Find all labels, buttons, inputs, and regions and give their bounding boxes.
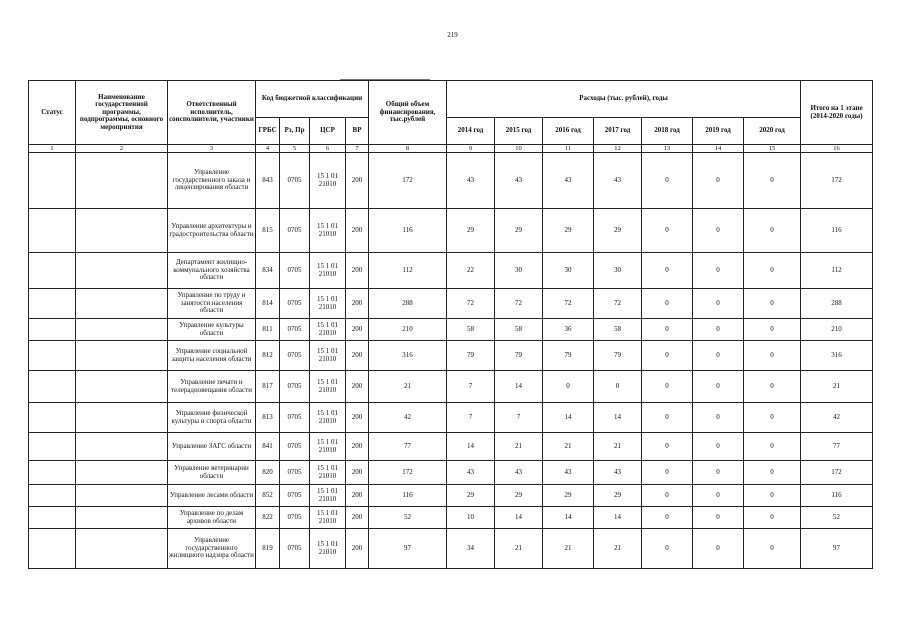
header-total-financing: Общий объем финансирования, тыс.рублей [369, 81, 447, 145]
csr-cell: 15 1 01 21010 [310, 507, 346, 529]
csr-cell: 15 1 01 21010 [310, 253, 346, 289]
executor-cell: Управление физической культуры и спорта области [168, 403, 256, 433]
csr-cell: 15 1 01 21010 [310, 289, 346, 319]
stage-total-cell: 172 [801, 461, 873, 485]
year-2014-cell: 34 [447, 529, 495, 569]
rzpr-cell: 0705 [280, 209, 310, 253]
executor-cell: Управление государственного жилищного надзора области [168, 529, 256, 569]
year-2017-cell: 14 [594, 507, 642, 529]
year-2018-cell: 0 [642, 403, 693, 433]
header-total-stage: Итого на 1 этапе (2014-2020 годы) [801, 81, 873, 145]
year-2018-cell: 0 [642, 289, 693, 319]
year-2014-cell: 43 [447, 461, 495, 485]
year-2016-cell: 79 [543, 341, 594, 371]
executor-cell: Департамент жилищно-коммунального хозяйства области [168, 253, 256, 289]
vr-cell: 200 [346, 507, 369, 529]
vr-cell: 200 [346, 253, 369, 289]
executor-cell: Управление культуры области [168, 319, 256, 341]
column-number: 11 [543, 145, 594, 153]
status-cell [29, 153, 76, 209]
status-cell [29, 371, 76, 403]
total-cell: 316 [369, 341, 447, 371]
table-row [29, 507, 873, 529]
csr-cell: 15 1 01 21010 [310, 433, 346, 461]
year-2016-cell: 14 [543, 507, 594, 529]
total-cell: 77 [369, 433, 447, 461]
stage-total-cell: 42 [801, 403, 873, 433]
header-grbs: ГРБС [256, 118, 280, 145]
table-row [29, 529, 873, 569]
total-cell: 42 [369, 403, 447, 433]
program-cell [76, 461, 168, 485]
executor-cell: Управление ЗАГС области [168, 433, 256, 461]
year-2015-cell: 43 [495, 461, 543, 485]
status-cell [29, 485, 76, 507]
year-2019-cell: 0 [693, 341, 744, 371]
table-row [29, 153, 873, 209]
stage-total-cell: 52 [801, 507, 873, 529]
rzpr-cell: 0705 [280, 433, 310, 461]
status-cell [29, 289, 76, 319]
year-2018-cell: 0 [642, 461, 693, 485]
header-program-name: Наименование государственной программы, подпрограммы, основного мероприятия [76, 81, 168, 145]
program-cell [76, 433, 168, 461]
total-cell: 172 [369, 461, 447, 485]
table-row [29, 341, 873, 371]
year-2015-cell: 43 [495, 153, 543, 209]
year-2015-cell: 72 [495, 289, 543, 319]
stage-total-cell: 77 [801, 433, 873, 461]
table-row [29, 371, 873, 403]
csr-cell: 15 1 01 21010 [310, 341, 346, 371]
rzpr-cell: 0705 [280, 289, 310, 319]
program-cell [76, 507, 168, 529]
year-2018-cell: 0 [642, 371, 693, 403]
header-year-2016: 2016 год [543, 118, 594, 145]
year-2014-cell: 58 [447, 319, 495, 341]
year-2017-cell: 21 [594, 433, 642, 461]
column-number: 13 [642, 145, 693, 153]
rzpr-cell: 0705 [280, 153, 310, 209]
header-year-2017: 2017 год [594, 118, 642, 145]
header-year-2014: 2014 год [447, 118, 495, 145]
year-2020-cell: 0 [744, 289, 801, 319]
year-2014-cell: 7 [447, 403, 495, 433]
csr-cell: 15 1 01 21010 [310, 529, 346, 569]
header-year-2018: 2018 год [642, 118, 693, 145]
year-2015-cell: 14 [495, 507, 543, 529]
year-2020-cell: 0 [744, 507, 801, 529]
executor-cell: Управление по делам архивов области [168, 507, 256, 529]
csr-cell: 15 1 01 21010 [310, 403, 346, 433]
year-2019-cell: 0 [693, 153, 744, 209]
status-cell [29, 461, 76, 485]
table-row [29, 209, 873, 253]
rzpr-cell: 0705 [280, 253, 310, 289]
year-2018-cell: 0 [642, 209, 693, 253]
rzpr-cell: 0705 [280, 403, 310, 433]
total-cell: 97 [369, 529, 447, 569]
stage-total-cell: 316 [801, 341, 873, 371]
year-2014-cell: 79 [447, 341, 495, 371]
year-2019-cell: 0 [693, 529, 744, 569]
program-cell [76, 289, 168, 319]
rzpr-cell: 0705 [280, 529, 310, 569]
year-2016-cell: 21 [543, 433, 594, 461]
year-2014-cell: 10 [447, 507, 495, 529]
table-row [29, 403, 873, 433]
year-2017-cell: 21 [594, 529, 642, 569]
program-cell [76, 529, 168, 569]
rzpr-cell: 0705 [280, 507, 310, 529]
year-2019-cell: 0 [693, 461, 744, 485]
year-2020-cell: 0 [744, 433, 801, 461]
year-2015-cell: 14 [495, 371, 543, 403]
csr-cell: 15 1 01 21010 [310, 209, 346, 253]
year-2015-cell: 79 [495, 341, 543, 371]
executor-cell: Управление социальной защиты населения области [168, 341, 256, 371]
year-2019-cell: 0 [693, 319, 744, 341]
year-2019-cell: 0 [693, 253, 744, 289]
stage-total-cell: 116 [801, 209, 873, 253]
executor-cell: Управление архитектуры и градостроительства области [168, 209, 256, 253]
year-2015-cell: 7 [495, 403, 543, 433]
total-cell: 116 [369, 485, 447, 507]
year-2020-cell: 0 [744, 209, 801, 253]
header-vr: ВР [346, 118, 369, 145]
vr-cell: 200 [346, 153, 369, 209]
vr-cell: 200 [346, 289, 369, 319]
year-2020-cell: 0 [744, 371, 801, 403]
rzpr-cell: 0705 [280, 341, 310, 371]
status-cell [29, 529, 76, 569]
vr-cell: 200 [346, 341, 369, 371]
year-2016-cell: 0 [543, 371, 594, 403]
grbs-cell: 820 [256, 461, 280, 485]
program-cell [76, 153, 168, 209]
executor-cell: Управление печати и телерадиовещания области [168, 371, 256, 403]
program-cell [76, 341, 168, 371]
year-2017-cell: 58 [594, 319, 642, 341]
status-cell [29, 403, 76, 433]
year-2020-cell: 0 [744, 403, 801, 433]
executor-cell: Управление ветеринарии области [168, 461, 256, 485]
column-number: 2 [76, 145, 168, 153]
stage-total-cell: 21 [801, 371, 873, 403]
year-2016-cell: 29 [543, 485, 594, 507]
year-2017-cell: 29 [594, 209, 642, 253]
header-executor: Ответственный исполнитель, соисполнители, участники [168, 81, 256, 145]
vr-cell: 200 [346, 529, 369, 569]
total-cell: 21 [369, 371, 447, 403]
header-year-2015: 2015 год [495, 118, 543, 145]
status-cell [29, 319, 76, 341]
budget-table [28, 80, 873, 569]
year-2016-cell: 36 [543, 319, 594, 341]
year-2014-cell: 29 [447, 485, 495, 507]
program-cell [76, 403, 168, 433]
csr-cell: 15 1 01 21010 [310, 371, 346, 403]
csr-cell: 15 1 01 21010 [310, 319, 346, 341]
grbs-cell: 815 [256, 209, 280, 253]
year-2017-cell: 43 [594, 461, 642, 485]
total-cell: 116 [369, 209, 447, 253]
year-2016-cell: 43 [543, 153, 594, 209]
year-2019-cell: 0 [693, 289, 744, 319]
status-cell [29, 507, 76, 529]
vr-cell: 200 [346, 433, 369, 461]
rzpr-cell: 0705 [280, 461, 310, 485]
year-2020-cell: 0 [744, 341, 801, 371]
stage-total-cell: 288 [801, 289, 873, 319]
vr-cell: 200 [346, 485, 369, 507]
column-number: 7 [346, 145, 369, 153]
year-2017-cell: 0 [594, 371, 642, 403]
grbs-cell: 852 [256, 485, 280, 507]
program-cell [76, 371, 168, 403]
year-2015-cell: 21 [495, 433, 543, 461]
column-number-row [29, 145, 873, 153]
vr-cell: 200 [346, 209, 369, 253]
csr-cell: 15 1 01 21010 [310, 461, 346, 485]
executor-cell: Управление по труду и занятости населения области [168, 289, 256, 319]
year-2017-cell: 79 [594, 341, 642, 371]
stage-total-cell: 210 [801, 319, 873, 341]
year-2018-cell: 0 [642, 433, 693, 461]
column-number: 14 [693, 145, 744, 153]
total-cell: 288 [369, 289, 447, 319]
total-cell: 172 [369, 153, 447, 209]
year-2017-cell: 72 [594, 289, 642, 319]
year-2016-cell: 14 [543, 403, 594, 433]
column-number: 8 [369, 145, 447, 153]
grbs-cell: 812 [256, 341, 280, 371]
year-2019-cell: 0 [693, 371, 744, 403]
stage-total-cell: 112 [801, 253, 873, 289]
table-row [29, 433, 873, 461]
program-cell [76, 253, 168, 289]
status-cell [29, 209, 76, 253]
year-2020-cell: 0 [744, 529, 801, 569]
year-2017-cell: 30 [594, 253, 642, 289]
year-2014-cell: 43 [447, 153, 495, 209]
header-budget-code: Код бюджетной классификации [256, 81, 369, 118]
status-cell [29, 253, 76, 289]
status-cell [29, 341, 76, 371]
header-rzpr: Рз, Пр [280, 118, 310, 145]
rzpr-cell: 0705 [280, 371, 310, 403]
year-2014-cell: 14 [447, 433, 495, 461]
program-cell [76, 209, 168, 253]
year-2015-cell: 29 [495, 209, 543, 253]
year-2019-cell: 0 [693, 485, 744, 507]
year-2015-cell: 29 [495, 485, 543, 507]
column-number: 5 [280, 145, 310, 153]
year-2018-cell: 0 [642, 153, 693, 209]
year-2020-cell: 0 [744, 461, 801, 485]
year-2014-cell: 72 [447, 289, 495, 319]
year-2015-cell: 21 [495, 529, 543, 569]
column-number: 10 [495, 145, 543, 153]
year-2020-cell: 0 [744, 253, 801, 289]
year-2020-cell: 0 [744, 153, 801, 209]
column-number: 16 [801, 145, 873, 153]
year-2018-cell: 0 [642, 253, 693, 289]
year-2020-cell: 0 [744, 485, 801, 507]
grbs-cell: 834 [256, 253, 280, 289]
year-2016-cell: 30 [543, 253, 594, 289]
year-2018-cell: 0 [642, 341, 693, 371]
stage-total-cell: 97 [801, 529, 873, 569]
year-2016-cell: 43 [543, 461, 594, 485]
grbs-cell: 811 [256, 319, 280, 341]
year-2017-cell: 43 [594, 153, 642, 209]
grbs-cell: 817 [256, 371, 280, 403]
year-2018-cell: 0 [642, 507, 693, 529]
table-row [29, 461, 873, 485]
column-number: 12 [594, 145, 642, 153]
table-row [29, 289, 873, 319]
rzpr-cell: 0705 [280, 319, 310, 341]
executor-cell: Управление лесами области [168, 485, 256, 507]
year-2020-cell: 0 [744, 319, 801, 341]
executor-cell: Управление государственного заказа и лицензирования области [168, 153, 256, 209]
total-cell: 112 [369, 253, 447, 289]
year-2019-cell: 0 [693, 209, 744, 253]
header-year-2019: 2019 год [693, 118, 744, 145]
table-row [29, 485, 873, 507]
page-number: 219 [447, 31, 458, 39]
total-cell: 210 [369, 319, 447, 341]
column-number: 15 [744, 145, 801, 153]
vr-cell: 200 [346, 319, 369, 341]
csr-cell: 15 1 01 21010 [310, 153, 346, 209]
vr-cell: 200 [346, 461, 369, 485]
stage-total-cell: 116 [801, 485, 873, 507]
year-2016-cell: 21 [543, 529, 594, 569]
column-number: 4 [256, 145, 280, 153]
status-cell [29, 433, 76, 461]
grbs-cell: 841 [256, 433, 280, 461]
csr-cell: 15 1 01 21010 [310, 485, 346, 507]
table-body [29, 153, 873, 569]
year-2018-cell: 0 [642, 529, 693, 569]
year-2017-cell: 14 [594, 403, 642, 433]
year-2014-cell: 22 [447, 253, 495, 289]
year-2017-cell: 29 [594, 485, 642, 507]
year-2016-cell: 72 [543, 289, 594, 319]
year-2014-cell: 29 [447, 209, 495, 253]
grbs-cell: 819 [256, 529, 280, 569]
header-expenses: Расходы (тыс. рублей), годы [447, 81, 801, 118]
year-2018-cell: 0 [642, 319, 693, 341]
header-status: Статус [29, 81, 76, 145]
year-2014-cell: 7 [447, 371, 495, 403]
rzpr-cell: 0705 [280, 485, 310, 507]
stage-total-cell: 172 [801, 153, 873, 209]
grbs-cell: 822 [256, 507, 280, 529]
year-2019-cell: 0 [693, 403, 744, 433]
header-csr: ЦСР [310, 118, 346, 145]
grbs-cell: 814 [256, 289, 280, 319]
table-row [29, 319, 873, 341]
year-2018-cell: 0 [642, 485, 693, 507]
table-row [29, 253, 873, 289]
year-2016-cell: 29 [543, 209, 594, 253]
column-number: 9 [447, 145, 495, 153]
total-cell: 52 [369, 507, 447, 529]
column-number: 1 [29, 145, 76, 153]
program-cell [76, 319, 168, 341]
year-2015-cell: 58 [495, 319, 543, 341]
vr-cell: 200 [346, 403, 369, 433]
column-number: 6 [310, 145, 346, 153]
year-2019-cell: 0 [693, 433, 744, 461]
column-number: 3 [168, 145, 256, 153]
year-2019-cell: 0 [693, 507, 744, 529]
grbs-cell: 813 [256, 403, 280, 433]
program-cell [76, 485, 168, 507]
year-2015-cell: 30 [495, 253, 543, 289]
grbs-cell: 843 [256, 153, 280, 209]
header-year-2020: 2020 год [744, 118, 801, 145]
vr-cell: 200 [346, 371, 369, 403]
